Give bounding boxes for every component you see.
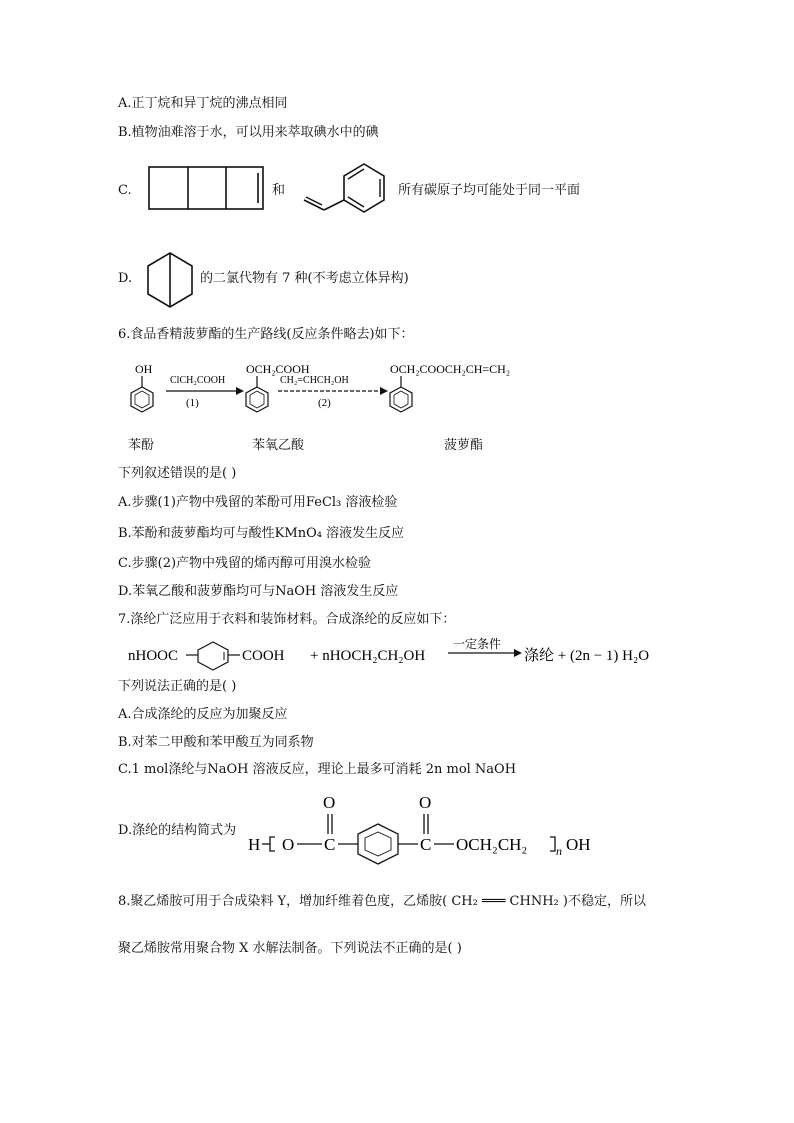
q5-option-a: A.正丁烷和异丁烷的沸点相同 — [118, 96, 288, 111]
formula-h: H — [248, 835, 261, 854]
q7-ask: 下列说法正确的是( ) — [118, 679, 237, 694]
q6-ask: 下列叙述错误的是( ) — [118, 466, 237, 481]
q5-option-b: B.植物油难溶于水，可以用来萃取碘水中的碘 — [118, 125, 379, 140]
q6-option-a: A.步骤(1)产物中残留的苯酚可用FeCl₃ 溶液检验 — [118, 495, 398, 510]
q6-reaction-scheme — [118, 356, 558, 426]
q8-line-1: 8.聚乙烯胺可用于合成染料 Y，增加纤维着色度，乙烯胺( CH₂ ═══ CHNH₂ )不稳定，所以 — [118, 894, 646, 909]
q5-option-d-text: 的二氯代物有 7 种(不考虑立体异构) — [200, 271, 409, 286]
name-phenoxyacetic-acid: 苯氧乙酸 — [252, 438, 305, 453]
step-2-label: (2) — [318, 397, 331, 409]
q6-option-b: B.苯酚和菠萝酯均可与酸性KMnO₄ 溶液发生反应 — [118, 526, 405, 541]
formula-carbonyl-o2: O — [419, 793, 432, 812]
polyester-structure — [248, 788, 608, 868]
q6-option-c: C.步骤(2)产物中残留的烯丙醇可用溴水检验 — [118, 556, 372, 571]
step-1-label: (1) — [186, 397, 199, 409]
equation-product: 涤纶 + (2n − 1) H₂O — [524, 648, 650, 664]
q7-option-c: C.1 mol涤纶与NaOH 溶液反应，理论上最多可消耗 2n mol NaOH — [118, 762, 517, 777]
formula-carbonyl-o1: O — [323, 793, 336, 812]
reagent-1: ClCH₂COOH — [170, 375, 226, 386]
formula-c2: C — [420, 835, 432, 854]
equation-glycol: + nHOCH₂CH₂OH — [310, 648, 426, 664]
formula-oh: OH — [566, 835, 591, 854]
q7-synthesis-equation — [128, 634, 688, 674]
name-phenol: 苯酚 — [128, 438, 155, 453]
q7-stem: 7.涤纶广泛应用于衣料和装饰材料。合成涤纶的反应如下： — [118, 612, 456, 627]
q5-option-d-label: D. — [118, 271, 133, 286]
q7-option-d-label: D.涤纶的结构简式为 — [118, 823, 237, 838]
name-pineapple-ester: 菠萝酯 — [444, 438, 484, 453]
equation-left: nHOOC — [128, 648, 179, 664]
q5-option-c-and: 和 — [272, 183, 286, 198]
reagent-2: CH₂=CHCH₂OH — [280, 375, 349, 386]
repeat-bracket-right — [550, 837, 555, 851]
formula-o: O — [282, 835, 295, 854]
q5-option-c-text: 所有碳原子均可能处于同一平面 — [398, 183, 581, 198]
q8-line-2: 聚乙烯胺常用聚合物 X 水解法制备。下列说法不正确的是( ) — [118, 941, 462, 956]
cubane-like-structure — [148, 165, 268, 215]
formula-c1: C — [324, 835, 336, 854]
equation-cooh: COOH — [242, 648, 285, 664]
bicyclo-structure — [144, 250, 200, 312]
q6-option-d: D.苯氧乙酸和菠萝酯均可与NaOH 溶液发生反应 — [118, 584, 399, 599]
q5-option-c-label: C. — [118, 183, 132, 198]
q6-stem: 6.食品香精菠萝酯的生产路线(反应条件略去)如下： — [118, 327, 414, 342]
benzene-ring-polymer — [358, 824, 398, 864]
q7-option-a: A.合成涤纶的反应为加聚反应 — [118, 707, 288, 722]
styrene-structure — [296, 160, 396, 220]
phenol-oh: OH — [135, 362, 153, 376]
q7-option-b: B.对苯二甲酸和苯甲酸互为同系物 — [118, 735, 314, 750]
phenoxyacetic-substituent: OCH₂COOH — [246, 362, 310, 376]
ester-substituent: OCH₂COOCH₂CH=CH₂ — [390, 362, 510, 376]
formula-tail: OCH₂CH₂ — [456, 835, 528, 854]
equation-condition: 一定条件 — [453, 637, 502, 651]
formula-subscript-n: n — [556, 844, 562, 858]
repeat-bracket-left — [270, 837, 275, 851]
